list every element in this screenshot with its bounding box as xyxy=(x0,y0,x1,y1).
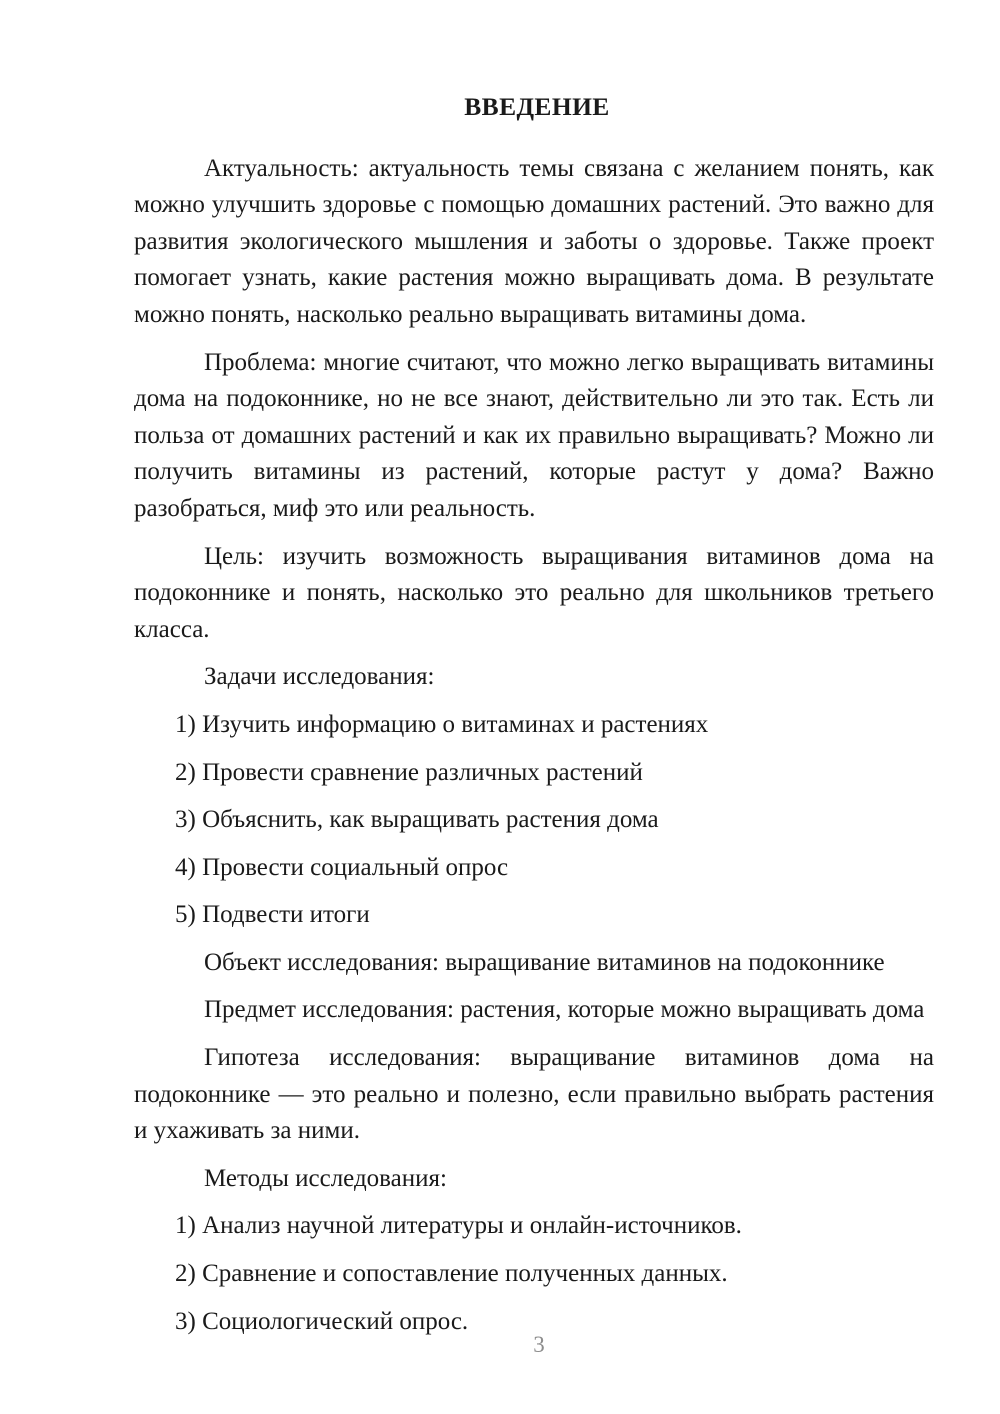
list-item: 3) Объяснить, как выращивать растения дома xyxy=(175,806,659,834)
page-number: 3 xyxy=(533,1332,545,1357)
list-item: 2) Сравнение и сопоставление полученных данных. xyxy=(175,1260,728,1288)
paragraph-goal: Цель: изучить возможность выращивания витаминов дома на подоконнике и понять, насколько это реально для школьников третьего класса. xyxy=(134,542,934,643)
methods-heading: Методы исследования: xyxy=(204,1164,447,1192)
paragraph-relevance: Актуальность: актуальность темы связана с желанием понять, как можно улучшить здоровье с помощью домашних растений. Это важно для развития экологического мышления и заботы о здоровье. Также проект помогает узнать, какие растения можно выращивать дома. В результате можно понять, насколько реально выращивать витамины дома. xyxy=(134,154,934,328)
tasks-heading: Задачи исследования: xyxy=(204,663,435,691)
list-item: 3) Социологический опрос. xyxy=(175,1307,469,1335)
page-title: ВВЕДЕНИЕ xyxy=(464,92,610,121)
list-item: 4) Провести социальный опрос xyxy=(175,853,509,881)
list-item: 5) Подвести итоги xyxy=(175,901,370,929)
tasks-list xyxy=(134,707,934,934)
research-object-line: Объект исследования: выращивание витаминов на подоконнике xyxy=(204,948,885,976)
list-item: 1) Изучить информацию о витаминах и растениях xyxy=(175,710,709,738)
document-body xyxy=(134,92,934,1351)
list-item: 1) Анализ научной литературы и онлайн-источников. xyxy=(175,1212,742,1240)
methods-list xyxy=(134,1208,934,1340)
research-subject-line: Предмет исследования: растения, которые можно выращивать дома xyxy=(204,996,925,1024)
list-item: 2) Провести сравнение различных растений xyxy=(175,758,643,786)
paragraph-problem: Проблема: многие считают, что можно легко выращивать витамины дома на подоконнике, но не все знают, действительно ли это так. Есть ли польза от домашних растений и как их правильно выращивать? Можно ли получить витамины из растений, которые растут у дома? Важно разобраться, миф это или реальность. xyxy=(134,348,934,522)
paragraph-hypothesis: Гипотеза исследования: выращивание витаминов дома на подоконнике — это реально и полезно, если правильно выбрать растения и ухаживать за ними. xyxy=(134,1044,934,1145)
